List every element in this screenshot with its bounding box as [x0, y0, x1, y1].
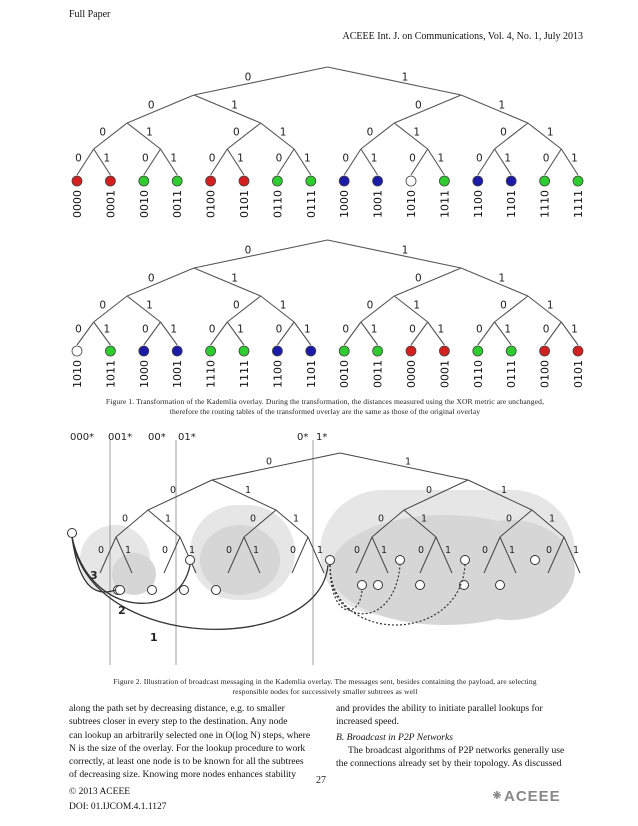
fig2-edge-label: 1: [244, 485, 252, 496]
fig1-top-leaf-node: [239, 176, 249, 186]
fig1-top-leaf-label: 1001: [371, 190, 385, 218]
fig1-top-edge-label: 0: [147, 99, 155, 112]
figure-2-caption: [60, 677, 590, 697]
fig1-top-leaf-label: 1111: [572, 190, 585, 218]
fig2-edge-label: 1: [508, 545, 516, 556]
fig1-bottom-leaf-label: 1001: [171, 360, 185, 388]
fig2-edge-label: 1: [164, 513, 172, 525]
subtree-shading: [395, 535, 435, 575]
figure-1-caption-line-1: Figure 1. Transformation of the Kademlia overlay. During the transformation, the distances measured using the XOR metric are unchanged,: [105, 397, 545, 406]
prefix-label: 000*: [70, 432, 95, 443]
fig1-bottom-leaf-label: 0000: [405, 360, 418, 388]
fig1-top-leaf-label: 0011: [171, 190, 185, 218]
arrow-step-label: 1: [150, 631, 158, 644]
fig1-top-edge-label: 1: [571, 152, 578, 165]
fig1-bottom-edge-label: 1: [401, 244, 409, 257]
fig1-top-leaf-label: 0000: [71, 190, 84, 218]
fig1-top-tree-edge: [461, 95, 528, 123]
fig1-bottom-edge-label: 1: [571, 323, 578, 336]
fig1-top-edge-label: 0: [208, 152, 216, 165]
fig1-top-leaf-node: [172, 176, 182, 186]
fig1-bottom-tree-edge: [394, 268, 461, 296]
arrow-step-label: 3: [90, 569, 98, 582]
svg-text:ACEEE: ACEEE: [504, 788, 561, 804]
fig1-bottom-edge-label: 1: [103, 323, 111, 336]
fig1-bottom-edge-label: 1: [498, 272, 506, 285]
fig1-bottom-leaf-node: [439, 346, 449, 356]
subtree-shading: [345, 565, 390, 607]
fig1-bottom-leaf-node: [506, 346, 516, 356]
fig2-edge-label: 0: [169, 485, 177, 496]
fig2-edge-label: 0: [481, 545, 489, 556]
fig1-bottom-leaf-node: [406, 346, 416, 356]
fig1-bottom-tree-edge: [194, 268, 261, 296]
fig1-top-tree-edge: [194, 95, 261, 123]
fig2-edge-label: 0: [265, 456, 273, 468]
fig1-top-leaf-node: [573, 176, 583, 186]
fig1-top-leaf-label: 0101: [238, 190, 251, 218]
fig2-edge-label: 1: [548, 513, 556, 525]
fig2-edge-label: 0: [425, 485, 433, 496]
figure-1-trees: [0, 55, 638, 395]
fig1-top-leaf-node: [506, 176, 516, 186]
fig1-bottom-edge-label: 1: [146, 299, 153, 312]
fig1-bottom-edge-label: 0: [75, 323, 82, 336]
fig1-bottom-leaf-label: 1110: [204, 360, 218, 388]
fig1-top-tree-edge: [528, 123, 561, 149]
fig1-top-leaf-node: [540, 176, 550, 186]
fig1-bottom-leaf-node: [206, 346, 216, 356]
fig1-bottom-edge-label: 1: [370, 323, 378, 336]
fig1-top-edge-label: 0: [232, 126, 240, 139]
fig1-top-edge-label: 1: [546, 126, 554, 139]
fig1-bottom-leaf-label: 0111: [505, 360, 519, 388]
fig1-bottom-leaf-node: [72, 346, 82, 356]
fig1-top-leaf-label: 0111: [304, 190, 318, 218]
fig1-top-edge-label: 1: [370, 152, 378, 165]
fig1-bottom-edge-label: 1: [170, 323, 178, 336]
fig1-top-edge-label: 0: [475, 152, 483, 165]
fig1-bottom-leaf-label: 1101: [304, 360, 318, 388]
responsible-node: [68, 529, 77, 538]
prefix-label: 01*: [178, 432, 196, 443]
fig1-top-tree-edge: [127, 95, 194, 123]
fig1-bottom-leaf-label: 0110: [471, 360, 485, 388]
fig1-top-edge-label: 1: [146, 126, 153, 139]
fig2-leaf-node: [496, 581, 505, 590]
fig1-top-leaf-label: 0100: [204, 190, 218, 218]
figure-1-caption-line-2: therefore the routing tables of the transformed overlay are the same as those of the original overlay: [169, 407, 481, 416]
fig1-bottom-edge-label: 0: [141, 323, 149, 336]
fig1-bottom-edge-label: 0: [475, 323, 483, 336]
fig1-bottom-leaf-node: [272, 346, 282, 356]
fig2-edge-label: 1: [188, 545, 196, 556]
fig2-edge-label: 1: [252, 545, 260, 556]
fig2-edge-label: 0: [225, 545, 233, 556]
figure-2-broadcast: [0, 425, 638, 670]
fig1-bottom-tree-edge: [261, 296, 294, 322]
fig1-bottom-leaf-label: 1100: [271, 360, 285, 388]
fig2-edge-label: 1: [420, 513, 428, 525]
fig2-leaf-node: [116, 586, 125, 595]
header-left: Full Paper: [69, 9, 111, 20]
fig1-top-leaf-label: 0001: [104, 190, 118, 218]
fig1-top-edge-label: 1: [401, 71, 409, 84]
fig1-bottom-edge-label: 1: [237, 323, 244, 336]
page-number: 27: [316, 775, 326, 786]
fig1-top-edge-label: 1: [279, 126, 287, 139]
fig1-bottom-tree-edge: [394, 296, 427, 322]
fig1-top-leaf-node: [439, 176, 449, 186]
fig1-top-tree-edge: [261, 123, 294, 149]
fig1-top-edge-label: 0: [99, 126, 107, 139]
fig1-bottom-leaf-node: [105, 346, 115, 356]
responsible-node: [461, 556, 470, 565]
fig1-bottom-edge-label: 1: [413, 299, 421, 312]
fig1-top-edge-label: 1: [498, 99, 506, 112]
prefix-label: 0*: [297, 432, 309, 443]
fig2-edge-label: 0: [161, 545, 169, 556]
fig1-bottom-leaf-label: 0011: [371, 360, 385, 388]
fig1-bottom-leaf-label: 1010: [71, 360, 84, 388]
fig1-top-leaf-node: [105, 176, 115, 186]
figure-2-caption-line-2: responsible nodes for successively smaller subtrees as well: [232, 687, 418, 696]
fig1-bottom-leaf-label: 1000: [137, 360, 151, 388]
fig1-bottom-edge-label: 0: [208, 323, 216, 336]
fig1-top-edge-label: 0: [141, 152, 149, 165]
fig1-top-leaf-label: 0110: [271, 190, 285, 218]
fig1-bottom-leaf-node: [540, 346, 550, 356]
fig1-top-leaf-label: 1110: [538, 190, 552, 218]
fig1-bottom-edge-label: 1: [546, 299, 554, 312]
fig2-edge-label: 0: [249, 513, 257, 525]
fig1-top-tree-edge: [328, 67, 462, 95]
fig2-leaf-node: [358, 581, 367, 590]
fig1-bottom-tree-edge: [194, 240, 328, 268]
fig1-top-leaf-label: 1000: [338, 190, 352, 218]
fig2-edge-label: 1: [380, 545, 388, 556]
journal-header: ACEEE Int. J. on Communications, Vol. 4, No. 1, July 2013: [342, 31, 583, 42]
fig1-top-edge-label: 1: [303, 152, 311, 165]
fig1-top-edge-label: 0: [244, 71, 252, 84]
fig2-leaf-node: [148, 586, 157, 595]
fig1-bottom-tree-edge: [461, 268, 528, 296]
fig1-bottom-leaf-label: 0010: [338, 360, 352, 388]
fig1-bottom-tree-edge: [127, 296, 160, 322]
fig1-bottom-edge-label: 0: [542, 323, 550, 336]
fig1-bottom-leaf-node: [172, 346, 182, 356]
fig1-top-edge-label: 1: [103, 152, 111, 165]
fig1-top-edge-label: 0: [500, 126, 507, 139]
fig1-top-tree-edge: [127, 123, 160, 149]
fig1-bottom-leaf-label: 1011: [104, 360, 118, 388]
left-line: of decreasing size. Knowing more nodes enhances stability: [69, 769, 296, 781]
fig1-bottom-leaf-label: 0101: [572, 360, 585, 388]
fig1-bottom-edge-label: 0: [232, 299, 240, 312]
section-heading: B. Broadcast in P2P Networks: [336, 731, 453, 743]
prefix-label: 001*: [108, 432, 133, 443]
fig2-tree-edge: [148, 480, 212, 510]
left-line: can lookup an arbitrarily selected one in O(log N) steps, where: [69, 729, 311, 741]
fig1-top-edge-label: 1: [170, 152, 178, 165]
fig1-top-edge-label: 1: [237, 152, 244, 165]
fig1-top-leaf-node: [206, 176, 216, 186]
figure-1-caption: [60, 397, 590, 417]
fig1-bottom-leaf-node: [139, 346, 149, 356]
fig2-edge-label: 0: [289, 545, 297, 556]
right-line: increased speed.: [336, 716, 399, 728]
fig2-edge-label: 1: [124, 545, 132, 556]
fig1-bottom-leaf-node: [373, 346, 383, 356]
fig2-leaf-node: [416, 581, 425, 590]
fig2-leaf-node: [180, 586, 189, 595]
fig2-edge-label: 1: [572, 545, 580, 556]
fig1-top-leaf-node: [72, 176, 82, 186]
fig1-bottom-leaf-label: 1111: [238, 360, 251, 388]
right-column: [336, 702, 582, 770]
fig2-edge-label: 1: [500, 485, 508, 496]
fig1-bottom-edge-label: 1: [231, 272, 238, 285]
fig1-bottom-edge-label: 0: [147, 272, 155, 285]
fig1-top-leaf-label: 1011: [438, 190, 452, 218]
responsible-node: [326, 556, 335, 565]
fig1-top-leaf-node: [139, 176, 149, 186]
copyright: © 2013 ACEEE: [69, 787, 131, 797]
fig1-top-edge-label: 1: [413, 126, 421, 139]
fig1-bottom-tree-edge: [127, 268, 194, 296]
arrow-step-label: 2: [118, 604, 126, 617]
fig1-top-edge-label: 0: [415, 99, 422, 112]
fig2-edge-label: 0: [97, 545, 105, 556]
fig1-top-edge-label: 1: [504, 152, 512, 165]
fig1-top-leaf-label: 0010: [137, 190, 151, 218]
fig1-bottom-edge-label: 0: [366, 299, 374, 312]
left-line: along the path set by decreasing distance, e.g. to smaller: [69, 703, 285, 714]
fig1-top-edge-label: 0: [75, 152, 82, 165]
logo-mark-icon: [493, 791, 501, 799]
fig1-top-edge-label: 0: [366, 126, 374, 139]
fig1-top-edge-label: 0: [342, 152, 350, 165]
fig1-top-leaf-label: 1010: [405, 190, 418, 218]
fig1-bottom-leaf-node: [306, 346, 316, 356]
figure-2-caption-line-1: Figure 2. Illustration of broadcast messaging in the Kademlia overlay. The messages sent, besides containing the payload, are selecting: [113, 677, 537, 686]
fig1-top-leaf-node: [473, 176, 483, 186]
fig1-top-edge-label: 0: [275, 152, 283, 165]
fig1-bottom-edge-label: 1: [504, 323, 512, 336]
fig1-top-leaf-node: [373, 176, 383, 186]
left-line: N is the size of the overlay. For the lookup procedure to work: [69, 742, 306, 754]
fig1-bottom-edge-label: 1: [279, 299, 287, 312]
fig1-top-leaf-label: 1101: [505, 190, 519, 218]
fig1-bottom-leaf-node: [239, 346, 249, 356]
fig1-bottom-edge-label: 0: [275, 323, 283, 336]
fig1-top-edge-label: 0: [409, 152, 416, 165]
fig2-edge-label: 1: [316, 545, 324, 556]
left-line: correctly, at least one node is to be known for all the subtrees: [69, 756, 304, 768]
fig1-bottom-edge-label: 0: [409, 323, 416, 336]
fig2-edge-label: 0: [505, 513, 513, 525]
fig1-bottom-leaf-node: [339, 346, 349, 356]
fig1-top-leaf-node: [406, 176, 416, 186]
prefix-label: 1*: [316, 432, 328, 443]
left-column: [69, 702, 315, 782]
fig1-top-edge-label: 0: [542, 152, 550, 165]
right-line: and provides the ability to initiate parallel lookups for: [336, 703, 543, 714]
aceee-logo: [491, 786, 581, 804]
fig1-bottom-tree-edge: [328, 240, 462, 268]
prefix-label: 00*: [148, 432, 166, 443]
fig2-tree-edge: [212, 453, 340, 480]
doi: DOI: 01.IJCOM.4.1.1127: [69, 802, 167, 812]
fig1-bottom-edge-label: 0: [500, 299, 507, 312]
fig1-top-leaf-node: [306, 176, 316, 186]
fig1-bottom-leaf-node: [573, 346, 583, 356]
fig1-bottom-leaf-label: 0001: [438, 360, 452, 388]
left-line: subtrees closer in every step to the destination. Any node: [69, 716, 288, 728]
fig1-top-leaf-node: [272, 176, 282, 186]
fig1-top-edge-label: 1: [437, 152, 445, 165]
fig2-edge-label: 1: [444, 545, 452, 556]
fig2-edge-label: 0: [353, 545, 361, 556]
subtree-shading: [200, 525, 280, 595]
fig2-leaf-node: [374, 581, 383, 590]
right-line: The broadcast algorithms of P2P networks generally use: [348, 744, 565, 756]
fig1-bottom-edge-label: 1: [303, 323, 311, 336]
responsible-node: [531, 556, 540, 565]
fig1-bottom-tree-edge: [528, 296, 561, 322]
fig1-bottom-leaf-label: 0100: [538, 360, 552, 388]
fig2-edge-label: 0: [377, 513, 385, 525]
fig2-edge-label: 1: [292, 513, 300, 525]
fig2-edge-label: 0: [545, 545, 553, 556]
fig1-top-tree-edge: [194, 67, 328, 95]
responsible-node: [396, 556, 405, 565]
fig1-bottom-edge-label: 1: [437, 323, 445, 336]
fig1-bottom-leaf-node: [473, 346, 483, 356]
fig1-bottom-edge-label: 0: [342, 323, 350, 336]
fig2-edge-label: 0: [121, 513, 129, 525]
right-line: the connections already set by their topology. As discussed: [336, 758, 562, 770]
fig1-bottom-edge-label: 0: [415, 272, 422, 285]
fig2-edge-label: 0: [417, 545, 425, 556]
fig1-top-edge-label: 1: [231, 99, 238, 112]
fig1-top-leaf-node: [339, 176, 349, 186]
fig1-top-tree-edge: [394, 123, 427, 149]
fig1-top-tree-edge: [394, 95, 461, 123]
fig2-leaf-node: [212, 586, 221, 595]
fig2-edge-label: 1: [404, 456, 412, 468]
fig1-bottom-edge-label: 0: [244, 244, 252, 257]
fig1-bottom-edge-label: 0: [99, 299, 107, 312]
fig1-top-leaf-label: 1100: [471, 190, 485, 218]
responsible-node: [186, 556, 195, 565]
